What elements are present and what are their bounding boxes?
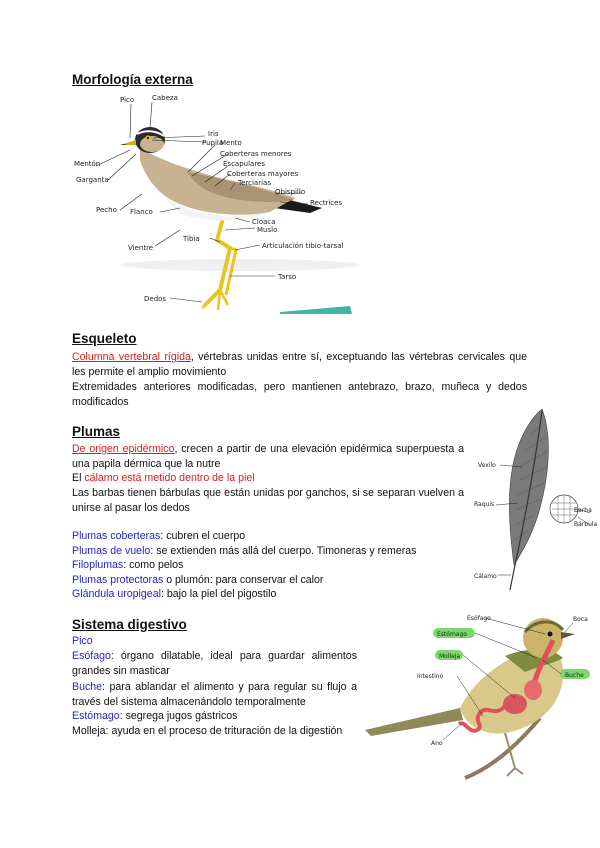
plumas-type-desc: : bajo la piel del pigostilo [160, 588, 277, 601]
label-pupila: Pupila [202, 139, 224, 147]
esqueleto-paragraph-1 [72, 350, 527, 379]
label-tibia: Tibia [183, 235, 200, 243]
plumas-type-term: Plumas coberteras [72, 530, 161, 542]
plumas-type-desc: : cubren el cuerpo [160, 530, 246, 542]
digestivo-estomago-desc: : segrega jugos gástricos [119, 710, 238, 722]
esqueleto-paragraph-2: Extremidades anteriores modificadas, pero mantienen antebrazo, brazo, muñeca y dedos modificados [72, 381, 527, 408]
digestivo-esofago-desc: : órgano dilatable, ideal para guardar alimentos grandes sin masticar [72, 650, 357, 677]
digestivo-buche-desc: : para ablandar el alimento y para regular su flujo a través del sistema almacenándolo temporalmente [72, 681, 357, 708]
label-articulacion: Articulación tibio-tarsal [262, 242, 344, 250]
digestivo-esofago-term: Esófago [72, 650, 111, 662]
plumas-highlight-origen: De origen epidérmico [72, 443, 175, 455]
plumas-type-desc: : como pelos [123, 559, 184, 572]
plumas-text-1: , crecen a partir de una elevación epidérmica superpuesta a una papila dérmica que la nutre [72, 443, 464, 470]
label-coberteras-menores: Coberteras menores [220, 150, 292, 158]
label-escapulares: Escapulares [223, 160, 265, 168]
esqueleto-highlight-columna: Columna vertebral rígida [72, 351, 191, 363]
label-mento: Mento [220, 139, 242, 147]
plumas-type-item [72, 529, 472, 544]
label-cloaca: Cloaca [252, 218, 276, 226]
label-menton: Mentón [74, 160, 101, 168]
label-pico: Pico [120, 96, 135, 104]
label-estomago: Estómago [437, 631, 467, 638]
label-ano: Ano [431, 740, 443, 747]
plumas-type-term: Plumas protectoras [72, 573, 164, 586]
plumas-type-term: Filoplumas [72, 559, 124, 572]
heading-esqueleto: Esqueleto [72, 331, 137, 346]
label-barba: Barba [574, 507, 592, 514]
label-molleja: Molleja [439, 653, 461, 660]
plumas-type-desc: o plumón: para conservar el calor [163, 573, 324, 586]
digestive-system-diagram [365, 608, 597, 790]
label-coberteras-mayores: Coberteras mayores [227, 170, 299, 178]
label-garganta: Garganta [76, 176, 109, 184]
plumas-type-term: Glándula uropigeal [72, 588, 161, 601]
esqueleto-text-1: , vértebras unidas entre sí, exceptuando las vértebras cervicales que les permite el amplio movimiento [72, 351, 527, 378]
plumas-type-desc: : se extienden más allá del cuerpo. Timoneras y remeras [150, 544, 417, 557]
label-iris: Iris [208, 130, 219, 138]
digestivo-estomago-term: Estómago [72, 710, 120, 722]
label-esofago: Esófago [467, 615, 491, 622]
label-barbula: Bárbula [574, 521, 598, 528]
plumas-type-item [72, 587, 472, 602]
heading-plumas: Plumas [72, 424, 121, 439]
plumas-type-item [72, 558, 472, 573]
label-dedos: Dedos [144, 295, 167, 303]
label-raquis: Raquis [474, 501, 495, 508]
label-flanco: Flanco [130, 208, 153, 216]
label-buche: Buche [565, 672, 584, 679]
digestivo-estomago [72, 709, 362, 724]
label-pecho: Pecho [96, 206, 117, 214]
digestivo-pico: Pico [72, 635, 93, 647]
digestivo-esofago [72, 649, 357, 678]
plumas-type-list [72, 529, 472, 602]
label-tarso: Tarso [278, 273, 297, 281]
label-intestino: Intestino [417, 673, 444, 680]
label-boca: Boca [573, 616, 588, 623]
heading-digestivo: Sistema digestivo [72, 617, 187, 632]
feather-diagram [470, 405, 598, 595]
plumas-paragraph-2 [72, 471, 464, 486]
label-vientre: Vientre [128, 244, 154, 252]
plumas-prefix-el: El [72, 472, 85, 484]
bird-morphology-diagram [70, 90, 360, 318]
digestivo-buche-term: Buche [72, 681, 103, 693]
label-calamo: Cálamo [474, 573, 497, 580]
digestivo-buche [72, 680, 357, 709]
plumas-highlight-calamo: cálamo está metido dentro de la piel [84, 472, 255, 484]
label-rectrices: Rectrices [310, 199, 343, 207]
plumas-paragraph-1 [72, 442, 464, 471]
label-terciarias: Terciarias [238, 179, 271, 187]
label-obispillo: Obispillo [275, 188, 306, 196]
plumas-type-item [72, 544, 472, 559]
digestivo-molleja: Molleja: ayuda en el proceso de trituración de la digestión [72, 725, 343, 737]
plumas-type-term: Plumas de vuelo [72, 544, 151, 557]
label-vexilo: Vexilo [478, 462, 496, 469]
plumas-type-item [72, 573, 472, 588]
heading-morfologia: Morfología externa [72, 72, 193, 87]
label-cabeza: Cabeza [152, 94, 178, 102]
plumas-paragraph-3: Las barbas tienen bárbulas que están unidas por ganchos, si se separan vuelven a unirse al pasar los dedos [72, 487, 464, 514]
label-muslo: Muslo [257, 226, 278, 234]
